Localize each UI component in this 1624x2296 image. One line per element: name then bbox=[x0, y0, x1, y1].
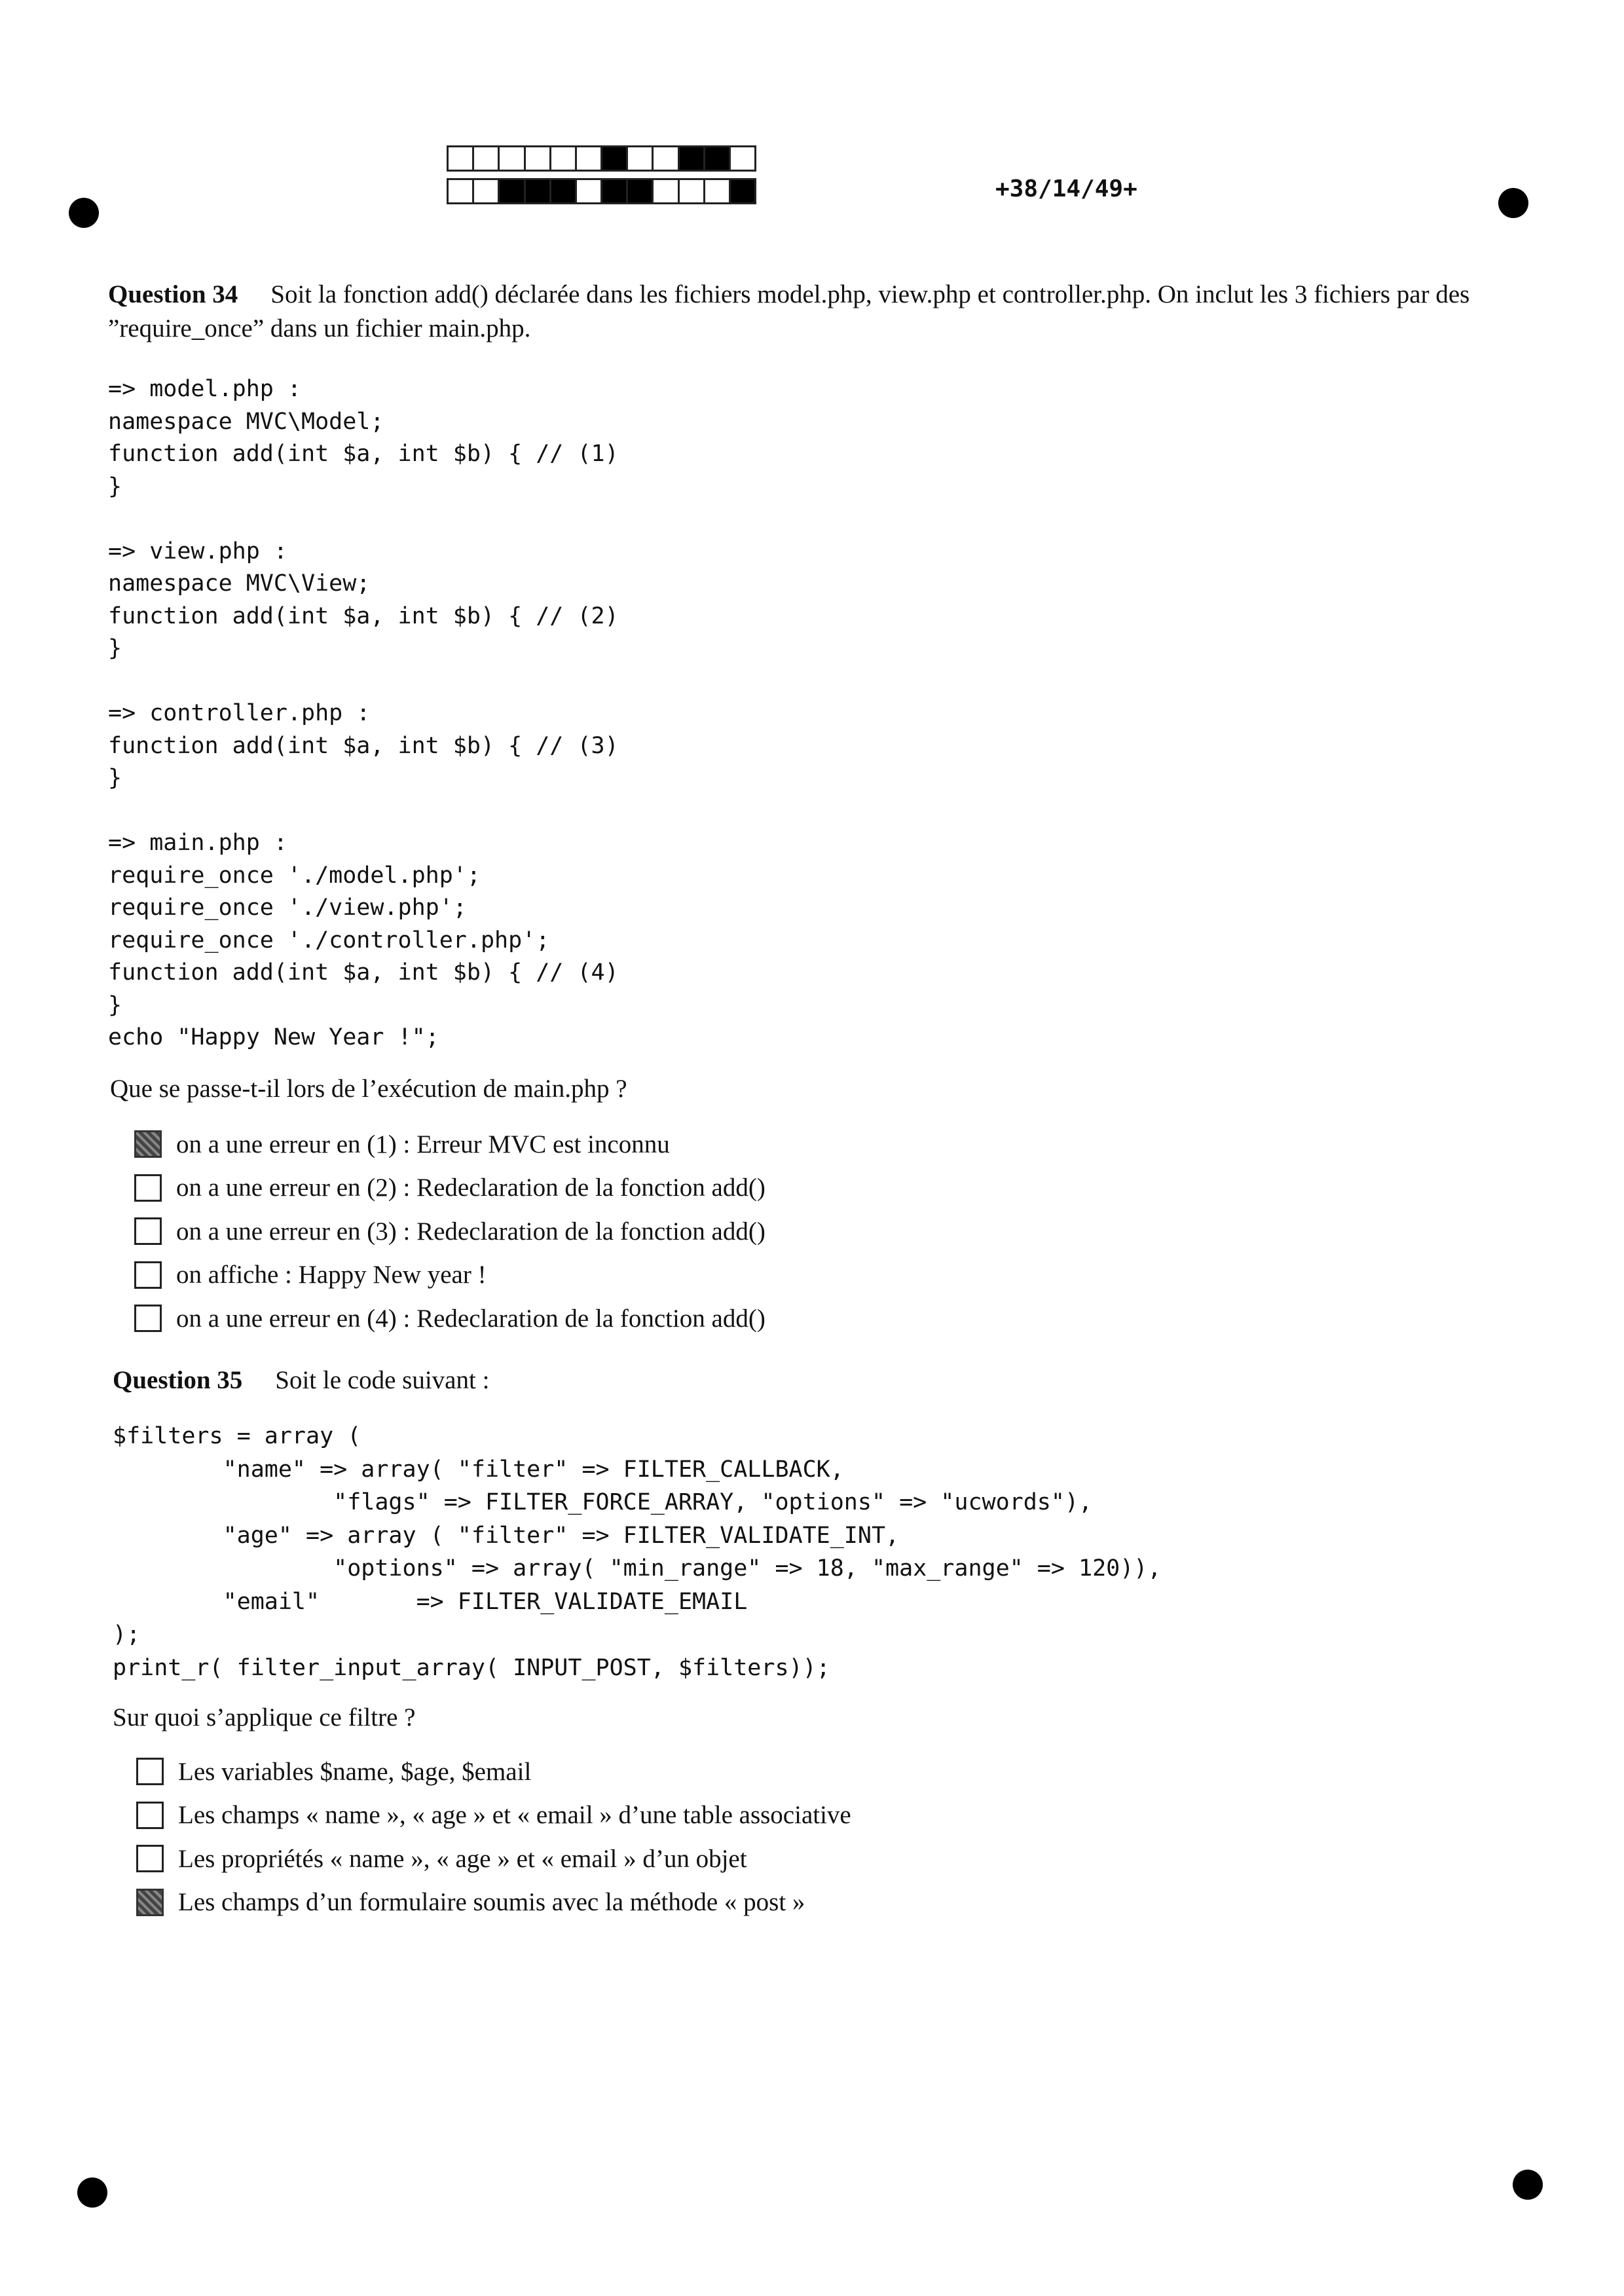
corner-mark-top-left bbox=[69, 198, 99, 228]
answer-option bbox=[136, 1750, 851, 1794]
answer-checkbox[interactable] bbox=[136, 1802, 164, 1829]
corner-mark-bottom-right bbox=[1513, 2170, 1543, 2200]
question-34-code: => model.php : namespace MVC\Model; function add(int $a, int $b) { // (1) } => view.php : namespace MVC\View; function add(int $a, int $b) { // (2) } => controller.php : function add(int $a, int $b) { // (3) } => main.php : require_once './model.php'; require_once './view.php'; require_once './controller.php'; function add(int $a, int $b) { // (4) } echo "Happy New Year !"; bbox=[108, 376, 619, 1050]
corner-mark-bottom-left bbox=[77, 2177, 107, 2208]
answer-label: on a une erreur en (1) : Erreur MVC est inconnu bbox=[176, 1130, 670, 1158]
question-35-prompt: Sur quoi s’applique ce filtre ? bbox=[113, 1703, 416, 1731]
answer-checkbox[interactable] bbox=[136, 1758, 164, 1785]
question-35-code: $filters = array ( "name" => array( "filter" => FILTER_CALLBACK, "flags" => FILTER_FORCE_ARRAY, "options" => "ucwords"), "age" => array ( "filter" => FILTER_VALIDATE_INT, "options" => array( "min_range" => 18, "max_range" => 120)), "email" => FILTER_VALIDATE_EMAIL ); print_r( filter_input_array( INPUT_POST, $filters)); bbox=[113, 1423, 1162, 1681]
question-35-answers bbox=[136, 1750, 851, 1924]
answer-option bbox=[134, 1122, 766, 1166]
answer-option bbox=[136, 1794, 851, 1838]
answer-option bbox=[134, 1210, 766, 1253]
question-34-number: Question 34 bbox=[108, 280, 238, 308]
answer-label: on a une erreur en (4) : Redeclaration de la fonction add() bbox=[176, 1304, 766, 1333]
question-34-statement bbox=[108, 278, 1496, 346]
question-34-prompt: Que se passe-t-il lors de l’exécution de main.php ? bbox=[110, 1075, 627, 1103]
answer-checkbox[interactable] bbox=[134, 1261, 162, 1289]
question-35-statement bbox=[113, 1363, 1501, 1398]
answer-option bbox=[134, 1297, 766, 1341]
question-35-number: Question 35 bbox=[113, 1366, 243, 1394]
answer-checkbox[interactable] bbox=[134, 1174, 162, 1202]
answer-checkbox[interactable] bbox=[134, 1217, 162, 1245]
answer-label: Les champs d’un formulaire soumis avec la méthode « post » bbox=[178, 1888, 805, 1917]
corner-mark-top-right bbox=[1498, 188, 1528, 218]
answer-checkbox-checked[interactable] bbox=[134, 1130, 162, 1158]
answer-label: on a une erreur en (3) : Redeclaration de la fonction add() bbox=[176, 1217, 766, 1246]
answer-checkbox[interactable] bbox=[134, 1305, 162, 1332]
answer-option bbox=[136, 1837, 851, 1881]
id-barcode-row-2 bbox=[449, 178, 756, 204]
answer-label: on a une erreur en (2) : Redeclaration de la fonction add() bbox=[176, 1174, 766, 1202]
id-barcode-row-1 bbox=[449, 145, 756, 172]
question-34-answers bbox=[134, 1122, 766, 1341]
answer-option bbox=[134, 1253, 766, 1297]
answer-checkbox-checked[interactable] bbox=[136, 1889, 164, 1916]
answer-label: Les propriétés « name », « age » et « email » d’un objet bbox=[178, 1844, 747, 1873]
answer-option bbox=[136, 1881, 851, 1925]
answer-checkbox[interactable] bbox=[136, 1845, 164, 1872]
answer-label: on affiche : Happy New year ! bbox=[176, 1261, 487, 1289]
answer-label: Les variables $name, $age, $email bbox=[178, 1757, 532, 1786]
answer-option bbox=[134, 1166, 766, 1210]
question-35-text: Soit le code suivant : bbox=[275, 1366, 490, 1394]
question-34-text: Soit la fonction add() déclarée dans les fichiers model.php, view.php et controller.php. On inclut les 3 fichiers par des ”require_once” dans un fichier main.php. bbox=[108, 280, 1470, 343]
page-id: +38/14/49+ bbox=[995, 176, 1137, 202]
answer-label: Les champs « name », « age » et « email » d’une table associative bbox=[178, 1801, 851, 1830]
